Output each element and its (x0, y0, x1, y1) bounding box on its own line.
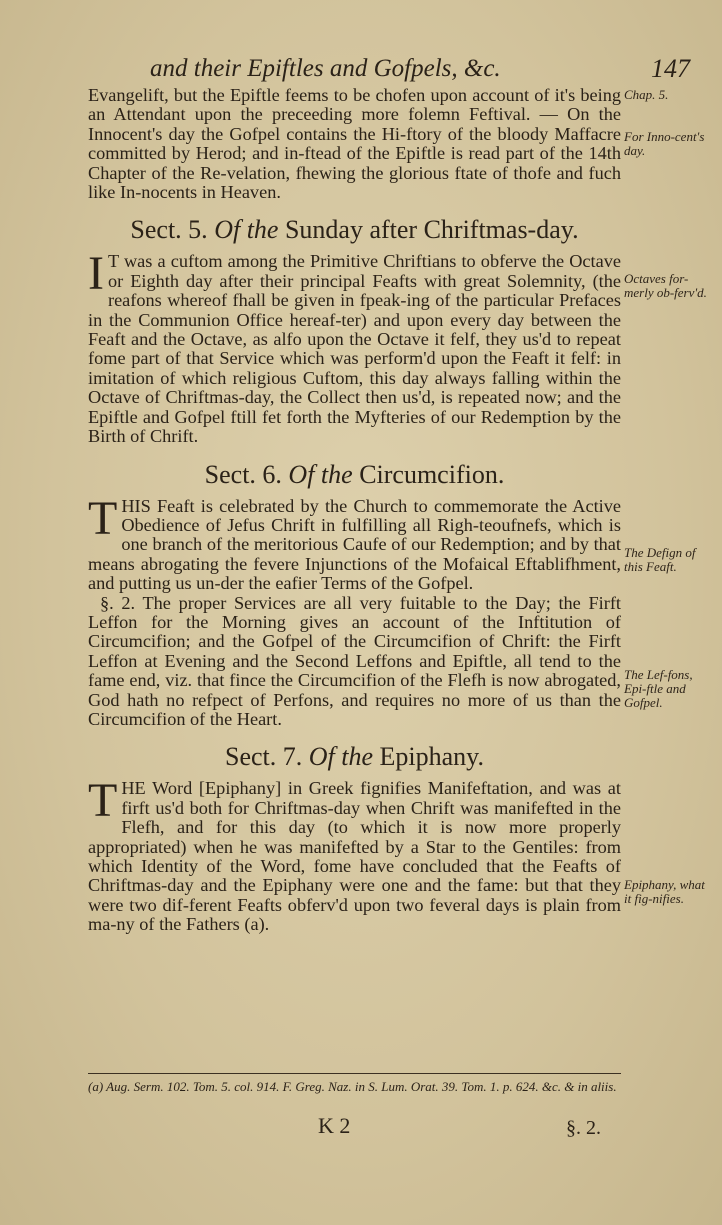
margin-note-innocents: For Inno-cent's day. (624, 129, 705, 158)
margin-note-octaves: Octaves for-merly ob-ferv'd. (624, 271, 707, 300)
section-5-heading-pre: Of the (214, 215, 279, 245)
intro-paragraph: Evangelift, but the Epiftle feems to be chofen upon account of it's being an Attendant upon the preceeding more folemn Feftival. — On the Innocent's day the Gofpel contains the Hi-ftory of the bloody Maffacre committed by Herod; and in-ftead of the Epiftle is read part of the 14th Chapter of the Re-velation, fhewing the glorious ftate of thofe and fuch like In-nocents in Heaven. (88, 85, 621, 203)
section-6-paragraph-2: §. 2. The proper Services are all very fuitable to the Day; the Firft Leffon for the Morning gives an account of the Inftitution of Circumcifion; and the Gofpel of the Circumcifion of Chrift: the Firft Leffon at Evening and the Second Leffons and Epiftle, all tend to the fame end, viz. that fince the Circumcifion of the Flefh is now abrogated, God hath no refpect of Perfons, and requires no more of us than the Circumcifion of the Heart. (88, 592, 621, 729)
catchword: §. 2. (566, 1117, 601, 1139)
section-6-heading-title: Circumcifion. (359, 459, 505, 489)
section-7-heading (88, 743, 621, 771)
section-5-heading-title: Sunday after Chriftmas-day. (284, 215, 579, 245)
section-7-number: Sect. 7. (225, 742, 303, 772)
section-5-paragraph: IT was a cuftom among the Primitive Chriftians to obferve the Octave or Eighth day after their principal Feafts with great Solemnity, (the reafons whereof fhall be given in fpeak-ing of the particular Prefaces in the Communion Office hereaf-ter) and upon every day between the Feaft and the Octave, as alfo upon the Octave it felf, they us'd to repeat fome part of that Service which was perform'd upon the Feaft it felf: in imitation of which religious Cuftom, this day always falling within the Octave of Chriftmas-day, the Collect then us'd, is repeated now; and the Epiftle and Gofpel ftill fet forth the Myfteries of our Redemption by the Birth of Chrift. (88, 247, 621, 447)
section-6-paragraph-1: THIS Feaft is celebrated by the Church to commemorate the Active Obedience of Jefus Chrift in fulfilling all Righ-teoufnefs, which is one branch of the meritorious Caufe of our Redemption; and by that means abrogating the fevere Injunctions of the Mofaical Eftablifhment, and putting us un-der the eafier Terms of the Gofpel. (88, 491, 621, 594)
section-5-number: Sect. 5. (130, 215, 208, 245)
footnote-rule (88, 1073, 621, 1074)
section-6-heading-pre: Of the (288, 459, 353, 489)
margin-note-chapter: Chap. 5. (624, 87, 669, 102)
section-5-heading (88, 216, 621, 244)
page-number: 147 (651, 54, 690, 83)
section-7-heading-title: Epiphany. (379, 742, 484, 772)
section-6-heading (88, 461, 621, 489)
running-header (150, 55, 690, 83)
signature-mark: K 2 (318, 1113, 351, 1138)
margin-note-design: The Defign of this Feaft. (624, 545, 696, 574)
section-7-heading-pre: Of the (308, 742, 374, 772)
section-6-number: Sect. 6. (204, 459, 282, 489)
section-7-paragraph: THE Word [Epiphany] in Greek fignifies Manifeftation, and was at firft us'd both for Chriftmas-day when Chrift was manifefted in the Flefh, and for this day (to which it is now more properly appropriated) when he was manifefted by a Star to the Gentiles: from which Identity of the Word, fome have concluded that the Feafts of Chriftmas-day and the Epiphany were one and the fame: but that they were two dif-ferent Feafts obferv'd upon two feveral days is plain from ma-ny of the Fathers (a). (88, 774, 621, 935)
running-title: and their Epiftles and Gofpels, &c. (150, 55, 501, 82)
margin-note-lessons: The Lef-fons, Epi-ftle and Gofpel. (624, 667, 693, 710)
margin-note-epiphany: Epiphany, what it fig-nifies. (624, 877, 705, 906)
footnote: (a) Aug. Serm. 102. Tom. 5. col. 914. F. Greg. Naz. in S. Lum. Orat. 39. Tom. 1. p. 624. &c. & in aliis. (88, 1079, 617, 1094)
main-text (88, 86, 621, 935)
